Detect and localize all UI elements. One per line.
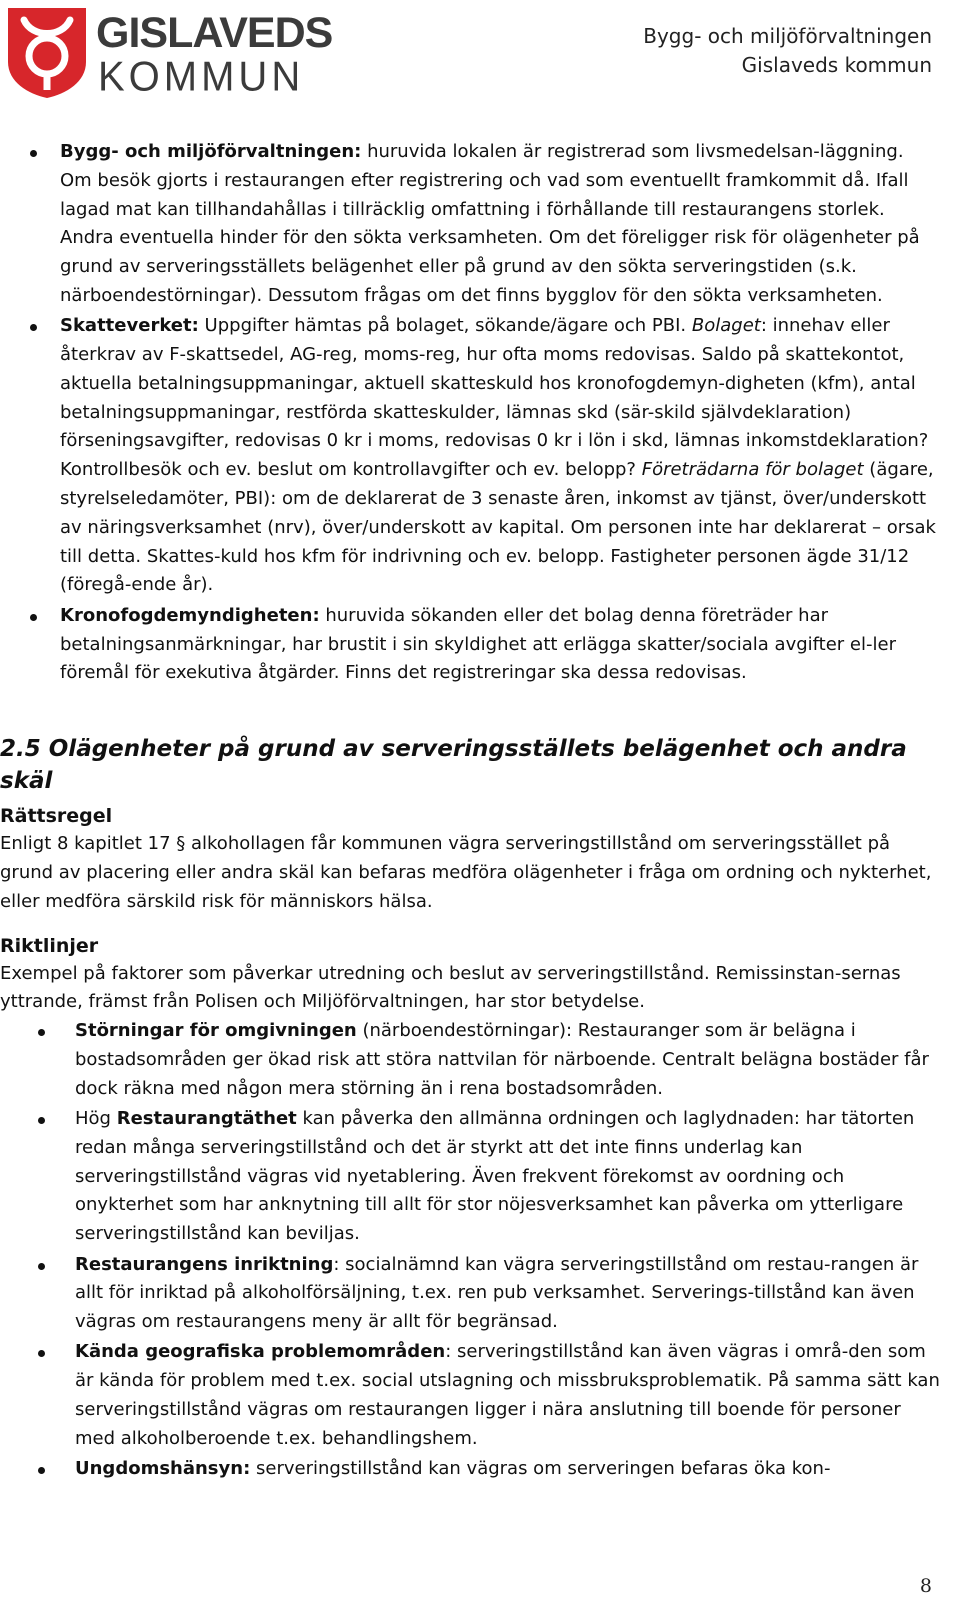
list-item-text: (närboendestörningar): Restauranger som är belägna i bostadsområden ger ökad risk att störa nattvilan för närboende. Centralt belägna bostäder får dock räkna med någon mera störning än i rena bostadsområden. (75, 1020, 929, 1099)
section-heading: 2.5 Olägenheter på grund av serveringsställets belägenhet och andra skäl (0, 736, 907, 795)
list-item-text: serveringstillstånd kan vägras om serveringen befaras öka kon- (250, 1458, 831, 1480)
organization-name (643, 22, 932, 80)
list-item (0, 1338, 940, 1453)
list-item-title: Skatteverket: (60, 315, 199, 337)
list-item-text: kan påverka den allmänna ordningen och laglydnaden: har tätorten redan många serveringstillstånd och det är styrkt att det inte finns underlag kan serveringstillstånd vägras vid nyetablering. Även frekvent förekomst av oordning och onykterhet som har anknytning till allt för stor nöjesverksamhet kan påverka om ytterligare serveringstillstånd kan beviljas. (75, 1108, 915, 1245)
list-item (0, 1251, 940, 1337)
list-item-text: huruvida sökanden eller det bolag denna företräder har betalningsanmärkningar, har brustit i sin skyldighet att erlägga skatter/sociala avgifter el-ler föremål för exekutiva åtgärder. Finns det registreringar ska dessa redovisas. (60, 604, 896, 684)
logo-text-gislaveds: GISLAVEDS (96, 9, 333, 57)
list-item (0, 138, 940, 311)
document-body (0, 138, 940, 1484)
list-item-prefix: Hög (75, 1108, 117, 1130)
list-item (0, 312, 940, 600)
list-item-title: Ungdomshänsyn: (75, 1458, 251, 1480)
list-item-text: : serveringstillstånd kan även vägras i områ-den som är kända för problem med t.ex. social utslagning och missbruksproblematik. På samma sätt kan serveringstillstånd vägras om restaurangen ligger i nära anslutning till boende för personer med alkoholberoende t.ex. behandlingshem. (75, 1341, 940, 1449)
list-item-text: : socialnämnd kan vägra serveringstillstånd om restau-rangen är allt för inriktad på alkoholförsäljning, t.ex. ren pub verksamhet. Serverings-tillstånd kan även vägras om restaurangens meny är allt för begränsad. (75, 1253, 919, 1333)
gislaveds-kommun-logo (4, 4, 334, 100)
subheading-riktlinjer: Riktlinjer (0, 934, 99, 957)
municipal-crest-icon (4, 4, 90, 100)
list-item-title: Bygg- och miljöförvaltningen: (60, 141, 362, 162)
list-item (0, 1455, 940, 1484)
list-item-title: Kända geografiska problemområden (75, 1341, 446, 1363)
page-header (0, 0, 960, 110)
page-number: 8 (919, 1575, 932, 1597)
list-item-title: Kronofogdemyndigheten: (60, 604, 320, 626)
paragraph-rattsregel: Enligt 8 kapitlet 17 § alkohollagen får kommunen vägra serveringstillstånd om serveringsstället på grund av placering eller andra skäl kan befaras medföra olägenheter i fråga om ordning och nykterhet, eller medföra särskild risk för människors hälsa. (0, 833, 932, 912)
list-item-text: Uppgifter hämtas på bolaget, sökande/ägare och PBI. (198, 315, 692, 337)
list-item-text: huruvida lokalen är registrerad som livsmedelsan-läggning. Om besök gjorts i restaurangen efter registrering och vad som eventuellt framkommit då. Ifall lagad mat kan tillhandahållas i tillräcklig omfattning i förhållande till restaurangens storlek. Andra eventuella hinder för den sökta verksamheten. Om det föreligger risk för olägenheter på grund av serveringsställets belägenhet eller på grund av den sökta serveringstiden (s.k. närboendestörningar). Dessutom frågas om det finns bygglov för den sökta verksamheten. (60, 141, 920, 306)
paragraph-riktlinjer: Exempel på faktorer som påverkar utredning och beslut av serveringstillstånd. Remissinstan-sernas yttrande, främst från Polisen och Miljöförvaltningen, har stor betydelse. (0, 962, 901, 1013)
org-municipality: Gislaveds kommun (741, 53, 932, 77)
org-department: Bygg- och miljöförvaltningen (643, 24, 932, 48)
list-item-title: Störningar för omgivningen (75, 1020, 357, 1042)
logo-text-kommun: KOMMUN (98, 53, 305, 101)
factor-list (0, 1017, 940, 1484)
list-item-title: Restaurangens inriktning (75, 1253, 334, 1275)
list-item-title: Restaurangtäthet (116, 1108, 297, 1130)
list-item-emphasis: Bolaget (691, 315, 761, 337)
list-item-text: : innehav eller återkrav av F-skattsedel, AG-reg, moms-reg, hur ofta moms redovisas. Saldo på skattekontot, aktuella betalningsuppmaningar, aktuell skatteskuld hos kronofogdemyn-digheten (kfm), antal betalningsuppmaningar, restförda skatteskulder, lämnas skd (sär-skild självdeklaration) förseningsavgifter, redovisas 0 kr i moms, redovisas 0 kr i lön i skd, lämnas inkomstdeklaration? Kontrollbesök och ev. beslut om kontrollavgifter och ev. belopp? (60, 315, 929, 481)
authority-list (0, 138, 940, 688)
subheading-rattsregel: Rättsregel (0, 805, 113, 828)
list-item (0, 1105, 940, 1249)
list-item (0, 602, 940, 688)
list-item-emphasis: Företrädarna för bolaget (641, 459, 864, 481)
list-item-text: (ägare, styrelseledamöter, PBI): om de deklarerat de 3 senaste åren, inkomst av tjänst, över/underskott av näringsverksamhet (nrv), över/underskott av kapital. Om personen inte har deklarerat – orsak till detta. Skattes-kuld hos kfm för indrivning och ev. belopp. Fastigheter personen ägde 31/12 (föregå-ende år). (60, 459, 936, 596)
list-item (0, 1017, 940, 1103)
